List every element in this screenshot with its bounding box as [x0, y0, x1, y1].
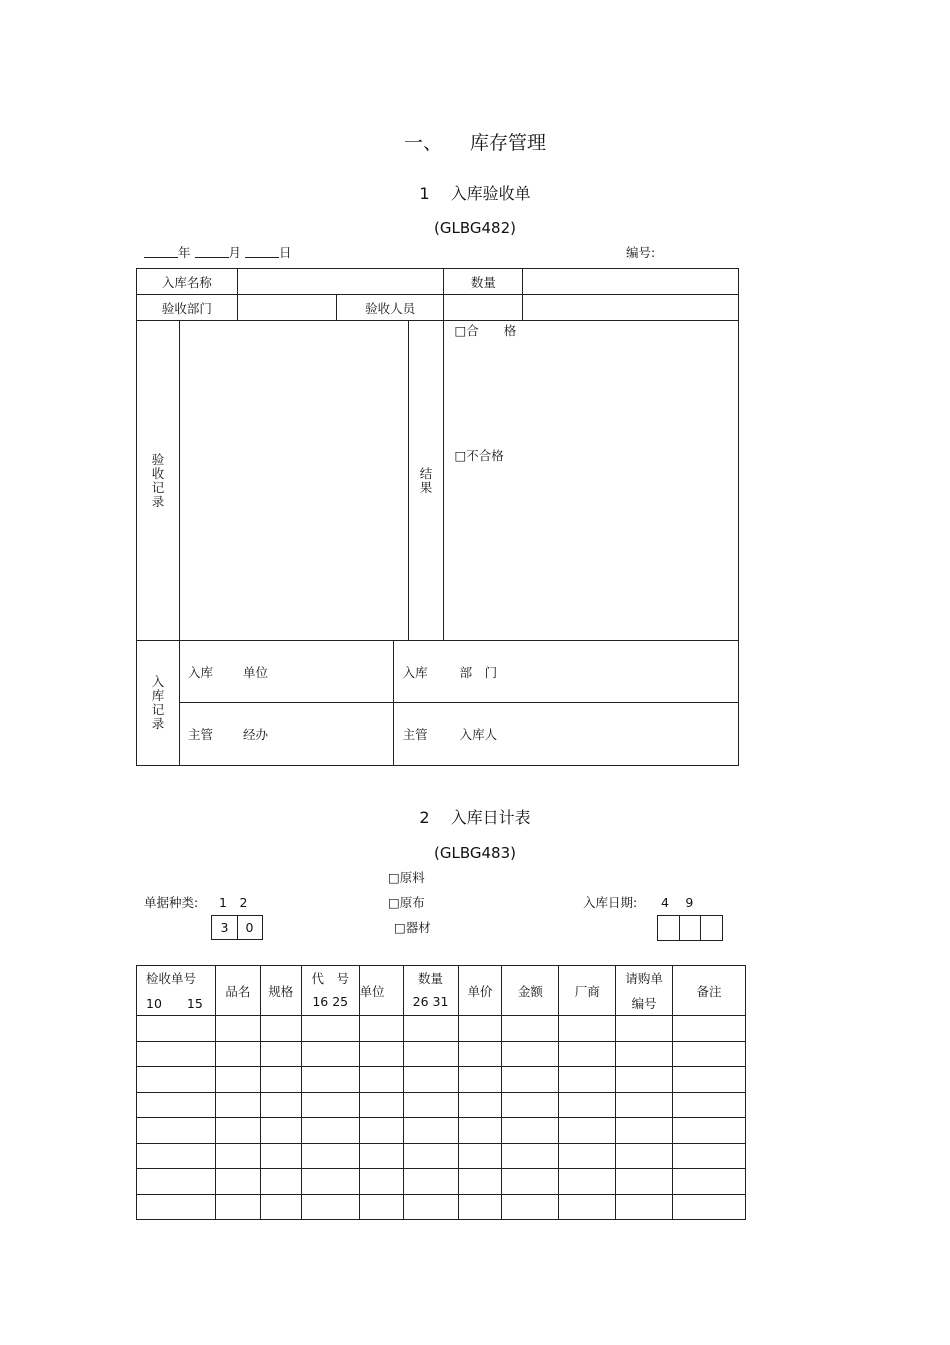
receipt-name-label: 入库名称	[137, 269, 238, 295]
option-equipment[interactable]: □器材	[394, 920, 431, 935]
table-cell[interactable]	[616, 1169, 673, 1195]
storage-dept-label: 部 门	[459, 664, 498, 680]
table-row	[137, 1169, 746, 1195]
table-cell[interactable]	[673, 1194, 746, 1220]
col-spec: 规格	[260, 966, 301, 1016]
table-cell[interactable]	[260, 1169, 301, 1195]
doc-type-digits: 1 2	[219, 895, 248, 910]
table-cell[interactable]	[359, 1118, 403, 1144]
form1-number-label: 编号:	[626, 245, 656, 260]
table-cell[interactable]	[616, 1194, 673, 1220]
date-day-label: 日	[279, 245, 292, 260]
supervisor-label-1: 主管	[187, 727, 213, 742]
table-row	[137, 1067, 746, 1093]
form1-code: (GLBG482)	[434, 219, 516, 237]
table-cell[interactable]	[137, 1169, 216, 1195]
table-cell[interactable]	[301, 1092, 359, 1118]
table-cell[interactable]	[673, 1118, 746, 1144]
table-row	[137, 1016, 746, 1042]
storage-record-label: 入 库 记 录	[137, 641, 180, 766]
table-cell[interactable]	[673, 1092, 746, 1118]
table-cell[interactable]	[215, 1092, 260, 1118]
form2-heading	[0, 805, 950, 828]
table-cell[interactable]	[502, 1194, 559, 1220]
table-cell[interactable]	[215, 1143, 260, 1169]
date-year-label: 年	[178, 245, 191, 260]
result-label: 结 果	[408, 321, 444, 641]
table-cell[interactable]	[215, 1169, 260, 1195]
table-cell[interactable]	[137, 1118, 216, 1144]
table-cell[interactable]	[559, 1016, 616, 1042]
doc-type-box[interactable]	[211, 915, 263, 940]
table-cell[interactable]	[215, 1067, 260, 1093]
table-cell[interactable]	[673, 1041, 746, 1067]
table-cell[interactable]	[559, 1092, 616, 1118]
table-cell[interactable]	[359, 1041, 403, 1067]
table-cell[interactable]	[458, 1143, 502, 1169]
page-title-text: 库存管理	[469, 132, 546, 154]
table-cell[interactable]	[137, 1016, 216, 1042]
receiver-cell[interactable]	[393, 703, 738, 766]
quantity-field[interactable]	[523, 269, 739, 295]
table-cell[interactable]	[673, 1067, 746, 1093]
col-unit: 单位	[359, 966, 403, 1016]
table-row	[137, 1194, 746, 1220]
table-cell[interactable]	[616, 1041, 673, 1067]
page-title-number: 一、	[403, 132, 442, 154]
table-cell[interactable]	[403, 1092, 458, 1118]
table-row	[137, 1118, 746, 1144]
table-cell[interactable]	[359, 1092, 403, 1118]
page-title	[0, 128, 950, 155]
table-cell[interactable]	[403, 1169, 458, 1195]
table-cell[interactable]	[260, 1194, 301, 1220]
form1-date-line[interactable]	[144, 243, 292, 261]
inspect-dept-field[interactable]	[237, 295, 336, 321]
table-cell[interactable]	[502, 1092, 559, 1118]
entry-date-box-cell-2	[679, 916, 701, 940]
table-cell[interactable]	[458, 1041, 502, 1067]
table-cell[interactable]	[137, 1041, 216, 1067]
storage-record-table	[136, 640, 739, 766]
table-cell[interactable]	[673, 1016, 746, 1042]
inspection-record-field[interactable]	[179, 321, 408, 641]
form1-heading-text: 入库验收单	[450, 184, 531, 203]
table-cell[interactable]	[301, 1041, 359, 1067]
date-month-label: 月	[228, 245, 242, 260]
doc-type-box-digit-2: 0	[245, 920, 254, 935]
table-cell[interactable]	[301, 1169, 359, 1195]
inspector-field-2[interactable]	[523, 295, 739, 321]
table-cell[interactable]	[301, 1194, 359, 1220]
col-amount: 金额	[502, 966, 559, 1016]
table-cell[interactable]	[260, 1016, 301, 1042]
inspector-label: 验收人员	[336, 295, 444, 321]
option-raw-cloth[interactable]: □原布	[388, 895, 425, 910]
table-cell[interactable]	[616, 1092, 673, 1118]
table-cell[interactable]	[502, 1169, 559, 1195]
entry-date-box-cell-1	[658, 916, 680, 940]
table-cell[interactable]	[215, 1194, 260, 1220]
quantity-label: 数量	[444, 269, 523, 295]
table-cell[interactable]	[458, 1194, 502, 1220]
table-header-row	[137, 966, 746, 1016]
table-cell[interactable]	[458, 1092, 502, 1118]
table-cell[interactable]	[359, 1143, 403, 1169]
table-row	[137, 1092, 746, 1118]
table-cell[interactable]	[616, 1016, 673, 1042]
table-cell[interactable]	[559, 1194, 616, 1220]
result-field	[444, 321, 739, 641]
table-cell[interactable]	[458, 1016, 502, 1042]
entry-date-digits: 4 9	[661, 895, 694, 910]
col-quantity: 数量 26 31	[403, 966, 458, 1016]
storage-unit-prefix: 入库	[187, 664, 213, 680]
col-po-number: 请购单 编号	[616, 966, 673, 1016]
doc-type-label: 单据种类:	[144, 895, 199, 910]
table-cell[interactable]	[215, 1016, 260, 1042]
table-cell[interactable]	[403, 1041, 458, 1067]
table-cell[interactable]	[260, 1041, 301, 1067]
storage-unit-label: 单位	[242, 664, 268, 680]
table-cell[interactable]	[616, 1067, 673, 1093]
table-cell[interactable]	[215, 1041, 260, 1067]
form1-header-table	[136, 268, 739, 321]
col-remarks: 备注	[673, 966, 746, 1016]
table-cell[interactable]	[502, 1041, 559, 1067]
table-row	[137, 1143, 746, 1169]
table-cell[interactable]	[403, 1118, 458, 1144]
handler-label: 经办	[242, 727, 268, 742]
table-cell[interactable]	[458, 1169, 502, 1195]
table-cell[interactable]	[502, 1067, 559, 1093]
table-cell[interactable]	[673, 1143, 746, 1169]
table-cell[interactable]	[260, 1143, 301, 1169]
table-cell[interactable]	[260, 1092, 301, 1118]
supervisor-label-2: 主管	[402, 727, 428, 742]
table-cell[interactable]	[137, 1092, 216, 1118]
entry-date-label: 入库日期:	[583, 895, 638, 910]
storage-dept-prefix: 入库	[402, 664, 428, 680]
table-cell[interactable]	[502, 1143, 559, 1169]
entry-date-box[interactable]	[657, 915, 723, 941]
col-item-name: 品名	[215, 966, 260, 1016]
inspect-dept-label: 验收部门	[137, 295, 238, 321]
table-cell[interactable]	[215, 1118, 260, 1144]
table-cell[interactable]	[403, 1194, 458, 1220]
storage-unit-cell[interactable]	[179, 641, 393, 703]
doc-type-box-digit-1: 3	[212, 916, 238, 939]
table-cell[interactable]	[403, 1143, 458, 1169]
col-vendor: 厂商	[559, 966, 616, 1016]
table-cell[interactable]	[301, 1067, 359, 1093]
inspection-record-table	[136, 320, 739, 641]
form2-code: (GLBG483)	[434, 844, 516, 862]
table-cell[interactable]	[260, 1118, 301, 1144]
table-row	[137, 1041, 746, 1067]
col-inspect-no: 检收单号 10 15	[137, 966, 216, 1016]
handler-cell[interactable]	[179, 703, 393, 766]
table-cell[interactable]	[559, 1118, 616, 1144]
receipt-name-field[interactable]	[237, 269, 444, 295]
receiver-label: 入库人	[459, 727, 498, 742]
col-unit-price: 单价	[458, 966, 502, 1016]
form2-heading-number: 2	[419, 808, 430, 827]
table-cell[interactable]	[137, 1067, 216, 1093]
table-cell[interactable]	[673, 1169, 746, 1195]
form2-heading-text: 入库日计表	[450, 808, 531, 827]
table-cell[interactable]	[260, 1067, 301, 1093]
table-cell[interactable]	[616, 1143, 673, 1169]
table-cell[interactable]	[559, 1143, 616, 1169]
table-cell[interactable]	[301, 1118, 359, 1144]
inspector-field-1[interactable]	[444, 295, 523, 321]
table-cell[interactable]	[502, 1016, 559, 1042]
table-cell[interactable]	[359, 1194, 403, 1220]
inspection-record-label: 验 收 记 录	[137, 321, 180, 641]
storage-dept-cell[interactable]	[393, 641, 738, 703]
table-cell[interactable]	[403, 1067, 458, 1093]
table-cell[interactable]	[301, 1143, 359, 1169]
table-cell[interactable]	[359, 1169, 403, 1195]
table-cell[interactable]	[458, 1067, 502, 1093]
table-cell[interactable]	[559, 1169, 616, 1195]
table-cell[interactable]	[458, 1118, 502, 1144]
form1-heading	[0, 181, 950, 204]
table-cell[interactable]	[137, 1194, 216, 1220]
table-cell[interactable]	[359, 1016, 403, 1042]
col-code: 代 号 16 25	[301, 966, 359, 1016]
pass-checkbox[interactable]: □合 格	[454, 323, 517, 338]
form1-heading-number: 1	[419, 184, 430, 203]
table-cell[interactable]	[359, 1067, 403, 1093]
table-cell[interactable]	[616, 1118, 673, 1144]
table-cell[interactable]	[403, 1016, 458, 1042]
table-cell[interactable]	[559, 1067, 616, 1093]
table-cell[interactable]	[559, 1041, 616, 1067]
option-raw-material[interactable]: □原料	[388, 870, 425, 885]
fail-checkbox[interactable]: □不合格	[454, 448, 504, 463]
daily-receipt-table	[136, 965, 746, 1220]
table-cell[interactable]	[502, 1118, 559, 1144]
table-body	[137, 1016, 746, 1220]
table-cell[interactable]	[301, 1016, 359, 1042]
table-cell[interactable]	[137, 1143, 216, 1169]
